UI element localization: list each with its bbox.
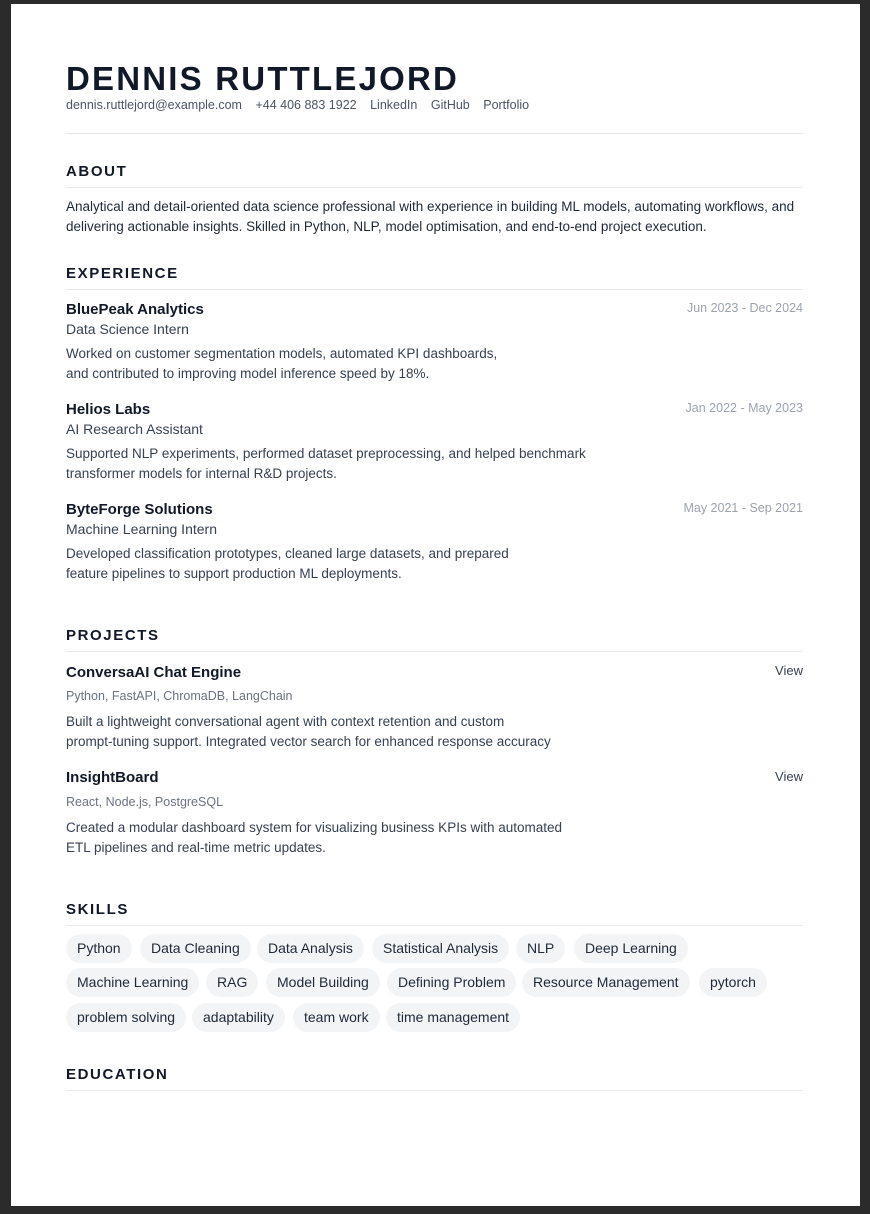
project-description-line: prompt-tuning support. Integrated vector search for enhanced response accuracy <box>66 734 551 749</box>
projects-divider <box>66 651 803 652</box>
date-range: May 2021 - Sep 2021 <box>683 501 803 515</box>
skills-divider <box>66 925 803 926</box>
about-divider <box>66 187 803 188</box>
job-role: Data Science Intern <box>66 321 189 337</box>
job-description-line: Developed classification prototypes, cleaned large datasets, and prepared <box>66 546 509 561</box>
project-description <box>66 712 551 752</box>
portfolio-link[interactable]: Portfolio <box>483 98 530 112</box>
education-heading: EDUCATION <box>66 1066 169 1083</box>
job-description-line: Supported NLP experiments, performed dataset preprocessing, and helped benchmark <box>66 446 586 461</box>
skill-tag: Resource Management <box>522 968 690 997</box>
project-name: InsightBoard <box>66 769 159 786</box>
github-link[interactable]: GitHub <box>430 98 470 112</box>
skill-tag: Model Building <box>266 968 380 997</box>
skill-tag: Data Analysis <box>257 934 364 963</box>
experience-divider <box>66 289 803 290</box>
company-name: Helios Labs <box>66 401 151 418</box>
project-view-link[interactable]: View <box>775 769 803 784</box>
job-description <box>66 444 586 484</box>
job-description <box>66 544 509 584</box>
email-text: dennis.ruttlejord@example.com <box>66 98 242 112</box>
skill-tag: Data Cleaning <box>140 934 251 963</box>
about-heading: ABOUT <box>66 163 128 180</box>
skill-tag: Deep Learning <box>574 934 688 963</box>
project-tech-stack: React, Node.js, PostgreSQL <box>66 795 224 809</box>
linkedin-link[interactable]: LinkedIn <box>370 98 418 112</box>
project-tech-stack: Python, FastAPI, ChromaDB, LangChain <box>66 689 293 703</box>
skill-tag: team work <box>293 1003 380 1032</box>
skill-tag: time management <box>386 1003 520 1032</box>
project-view-link[interactable]: View <box>775 663 803 678</box>
skill-tag: pytorch <box>699 968 767 997</box>
skill-tag: Machine Learning <box>66 968 199 997</box>
experience-heading: EXPERIENCE <box>66 265 179 282</box>
company-name: ByteForge Solutions <box>66 501 213 518</box>
skill-tag: Defining Problem <box>387 968 516 997</box>
skill-tag: RAG <box>206 968 258 997</box>
contact-line <box>66 98 539 112</box>
resume-page <box>11 4 860 1206</box>
job-description <box>66 344 497 384</box>
candidate-name: DENNIS RUTTLEJORD <box>66 60 460 97</box>
skill-tag: adaptability <box>192 1003 285 1032</box>
job-description-line: feature pipelines to support production ML deployments. <box>66 566 402 581</box>
project-description-line: Created a modular dashboard system for visualizing business KPIs with automated <box>66 820 562 835</box>
project-description <box>66 818 562 858</box>
skill-tag: Python <box>66 934 132 963</box>
job-role: AI Research Assistant <box>66 421 203 437</box>
skill-tag: problem solving <box>66 1003 186 1032</box>
header-divider <box>66 133 803 134</box>
date-range: Jan 2022 - May 2023 <box>685 401 803 415</box>
phone-text: +44 406 883 1922 <box>255 98 357 112</box>
project-description-line: ETL pipelines and real-time metric updates. <box>66 840 326 855</box>
company-name: BluePeak Analytics <box>66 301 204 318</box>
skill-tag: NLP <box>516 934 565 963</box>
job-description-line: Worked on customer segmentation models, automated KPI dashboards, <box>66 346 498 361</box>
skill-tag: Statistical Analysis <box>372 934 509 963</box>
job-description-line: transformer models for internal R&D projects. <box>66 466 337 481</box>
project-name: ConversaAI Chat Engine <box>66 664 242 681</box>
about-text: Analytical and detail-oriented data science professional with experience in building ML models, automating workflows, and delivering actionable insights. Skilled in Python, NLP, model optimisation, and end-to-end project execution. <box>66 199 795 234</box>
education-divider <box>66 1090 803 1091</box>
project-description-line: Built a lightweight conversational agent with context retention and custom <box>66 714 505 729</box>
projects-heading: PROJECTS <box>66 627 160 644</box>
job-description-line: and contributed to improving model inference speed by 18%. <box>66 366 430 381</box>
job-role: Machine Learning Intern <box>66 521 217 537</box>
date-range: Jun 2023 - Dec 2024 <box>686 301 803 315</box>
skills-heading: SKILLS <box>66 901 129 918</box>
